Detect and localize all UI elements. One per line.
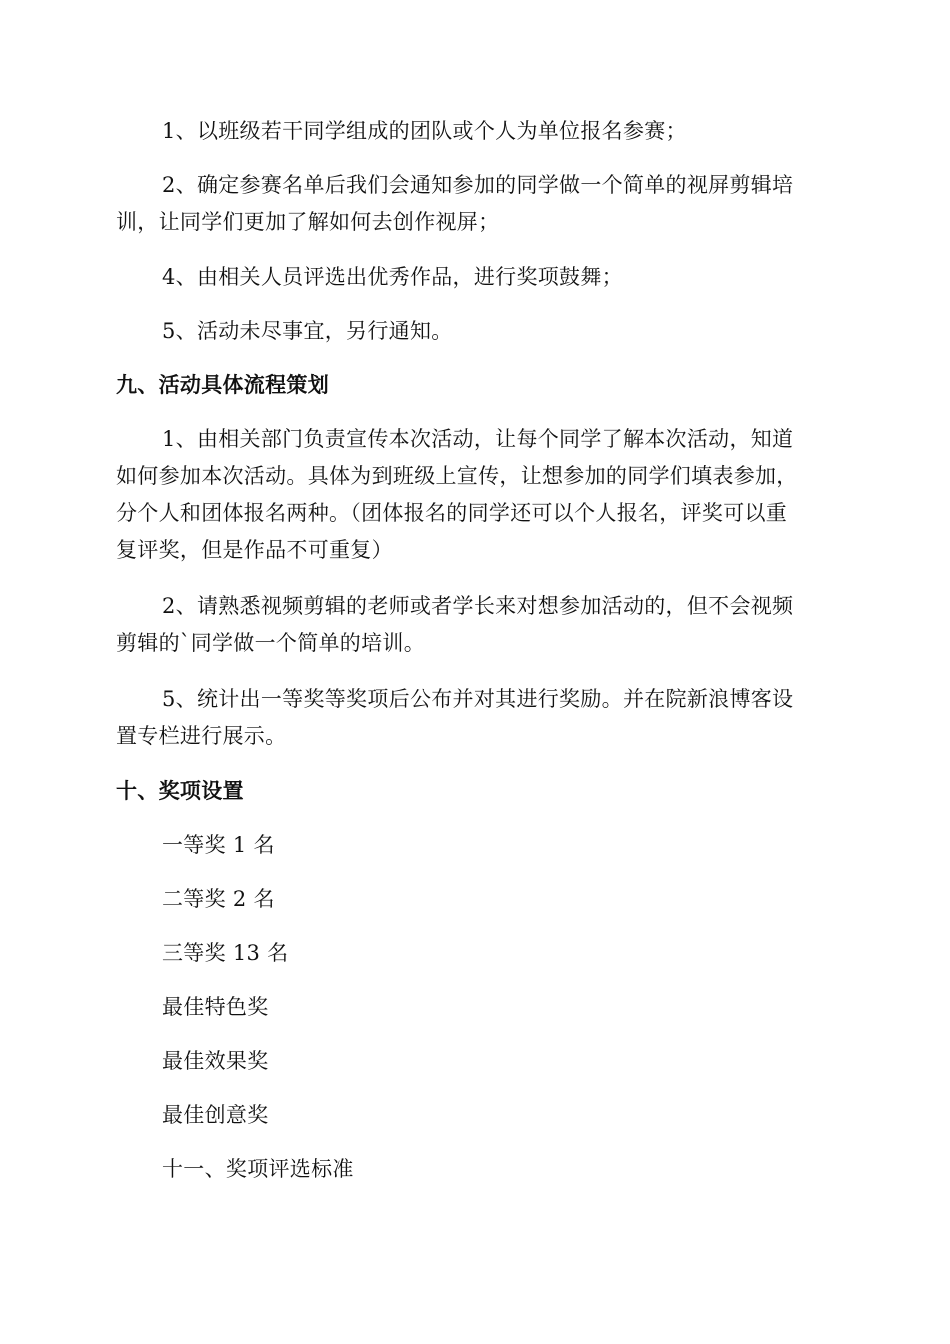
intro-item-2-line-1: 2、确定参赛名单后我们会通知参加的同学做一个简单的视屏剪辑培 [162, 173, 794, 197]
section-9-para-1-line-4: 复评奖，但是作品不可重复） [116, 538, 393, 562]
award-item: 最佳效果奖 [162, 1049, 269, 1073]
award-item: 三等奖 13 名 [162, 941, 289, 965]
section-9-para-2-line-1: 2、请熟悉视频剪辑的老师或者学长来对想参加活动的，但不会视频 [162, 594, 794, 618]
section-9-para-2-line-2: 剪辑的`同学做一个简单的培训。 [116, 631, 425, 655]
section-9-para-3-line-1: 5、统计出一等奖等奖项后公布并对其进行奖励。并在院新浪博客设 [162, 687, 794, 711]
section-11-heading: 十一、奖项评选标准 [162, 1157, 354, 1181]
section-9-para-3-line-2: 置专栏进行展示。 [116, 724, 287, 748]
section-9-para-1-line-3: 分个人和团体报名两种。（团体报名的同学还可以个人报名，评奖可以重 [116, 501, 788, 525]
intro-item-5: 5、活动未尽事宜，另行通知。 [162, 319, 453, 343]
award-item: 最佳创意奖 [162, 1103, 269, 1127]
award-item: 二等奖 2 名 [162, 887, 275, 911]
award-item: 一等奖 1 名 [162, 833, 275, 857]
intro-item-4: 4、由相关人员评选出优秀作品，进行奖项鼓舞； [162, 265, 623, 289]
intro-item-2-line-2: 训，让同学们更加了解如何去创作视屏； [116, 210, 500, 234]
section-9-para-1-line-1: 1、由相关部门负责宣传本次活动，让每个同学了解本次活动，知道 [162, 427, 794, 451]
award-item: 最佳特色奖 [162, 995, 269, 1019]
section-9-heading: 九、活动具体流程策划 [116, 373, 329, 397]
section-9-para-1-line-2: 如何参加本次活动。具体为到班级上宣传，让想参加的同学们填表参加， [116, 464, 798, 488]
section-10-heading: 十、奖项设置 [116, 779, 244, 803]
intro-item-1: 1、以班级若干同学组成的团队或个人为单位报名参赛； [162, 119, 687, 143]
